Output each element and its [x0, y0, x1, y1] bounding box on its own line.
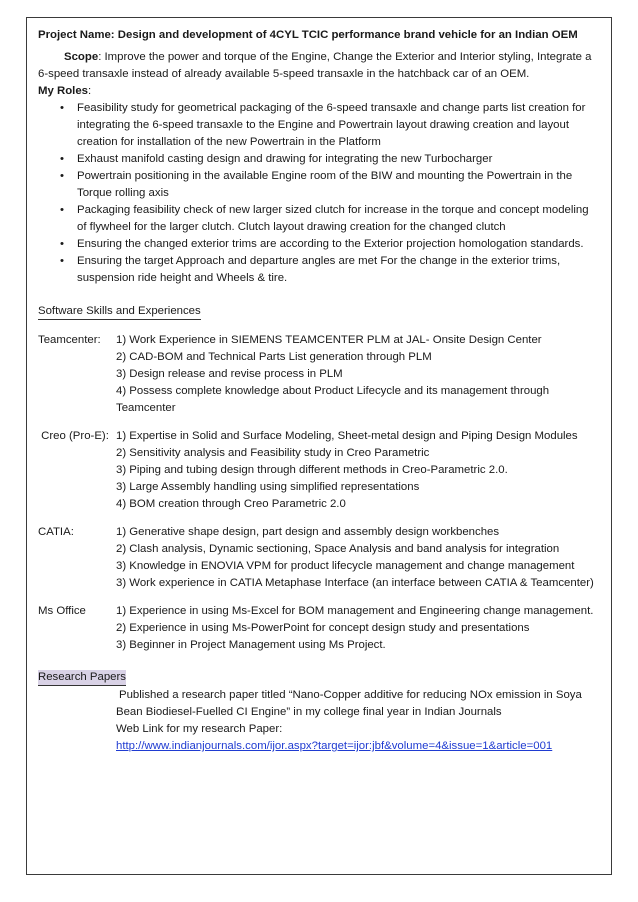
skill-item: 4) Possess complete knowledge about Product Lifecycle and its management through Teamcenter — [116, 385, 550, 414]
skill-item: 4) BOM creation through Creo Parametric 2.0 — [116, 498, 346, 510]
skill-item: 2) CAD-BOM and Technical Parts List generation through PLM — [116, 351, 432, 363]
skill-item: 2) Experience in using Ms-PowerPoint for concept design study and presentations — [116, 622, 530, 634]
research-paper-link[interactable]: http://www.indianjournals.com/ijor.aspx?target=ijor:jbf&volume=4&issue=1&article=001 — [116, 740, 553, 752]
scope-text: : Improve the power and torque of the Engine, Change the Exterior and Interior styling, Integrate a 6-speed transaxle instead of already available 5-speed transaxle in the hatchback car of an OEM. — [38, 51, 592, 80]
resume-page — [38, 27, 598, 755]
list-item: • Ensuring the target Approach and departure angles are met For the change in the exterior trims, suspension ride height and Wheels & tire. — [60, 255, 561, 284]
skill-label: Teamcenter: — [38, 334, 101, 346]
roles-list — [38, 100, 598, 287]
list-item: • Packaging feasibility check of new larger sized clutch for increase in the torque and concept modeling of flywheel for the larger clutch. Clutch layout drawing creation for the changed clutch — [60, 204, 589, 233]
skill-item: 2) Clash analysis, Dynamic sectioning, Space Analysis and band analysis for integration — [116, 543, 560, 555]
skill-item: 1) Generative shape design, part design and assembly design workbenches — [116, 526, 500, 538]
list-item: • Powertrain positioning in the available Engine room of the BIW and mounting the Powertrain in the Torque rolling axis — [60, 170, 573, 199]
bullet-icon: • — [60, 238, 64, 250]
list-item: • Exhaust manifold casting design and drawing for integrating the new Turbocharger — [38, 151, 598, 168]
skill-group-creo — [38, 428, 598, 513]
skill-item: 1) Expertise in Solid and Surface Modeling, Sheet-metal design and Piping Design Modules — [116, 430, 578, 442]
scope-label: Scope — [64, 51, 99, 63]
bullet-icon: • — [60, 102, 64, 114]
software-heading: Software Skills and Experiences — [38, 304, 201, 320]
research-link-label: Web Link for my research Paper: — [116, 723, 283, 735]
bullet-icon: • — [60, 170, 64, 182]
project-title: Project Name: Design and development of 4CYL TCIC performance brand vehicle for an Indian OEM — [38, 29, 578, 41]
skill-label: Ms Office — [38, 605, 86, 617]
skill-group-teamcenter — [38, 332, 598, 417]
skill-item: 3) Knowledge in ENOVIA VPM for product lifecycle management and change management — [116, 560, 575, 572]
research-heading: Research Papers — [38, 670, 126, 686]
skill-item: 3) Work experience in CATIA Metaphase Interface (an interface between CATIA & Teamcenter) — [116, 577, 594, 589]
research-body — [116, 687, 598, 755]
skill-item: 1) Work Experience in SIEMENS TEAMCENTER PLM at JAL- Onsite Design Center — [116, 334, 542, 346]
bullet-icon: • — [60, 204, 64, 216]
skill-item: 3) Piping and tubing design through different methods in Creo-Parametric 2.0. — [116, 464, 508, 476]
roles-heading: My Roles: — [38, 85, 92, 97]
skill-item: 2) Sensitivity analysis and Feasibility study in Creo Parametric — [116, 447, 430, 459]
list-item: • Ensuring the changed exterior trims are according to the Exterior projection homologation standards. — [38, 236, 598, 253]
skill-group-catia — [38, 524, 598, 592]
skill-item: 3) Large Assembly handling using simplified representations — [116, 481, 420, 493]
skill-item: 1) Experience in using Ms-Excel for BOM management and Engineering change management. — [116, 605, 594, 617]
skill-item: 3) Design release and revise process in PLM — [116, 368, 343, 380]
research-paper-text: Published a research paper titled “Nano-Copper additive for reducing NOx emission in Soya Bean Biodiesel-Fuelled CI Engine” in my college final year in Indian Journals — [116, 689, 582, 718]
bullet-icon: • — [60, 255, 64, 267]
skill-item: 3) Beginner in Project Management using Ms Project. — [116, 639, 386, 651]
project-scope — [38, 49, 598, 83]
skill-group-ms-office — [38, 603, 598, 654]
skill-label: CATIA: — [38, 526, 74, 538]
skill-label: Creo (Pro-E): — [38, 430, 109, 442]
list-item: • Feasibility study for geometrical packaging of the 6-speed transaxle and change parts list creation for integrating the 6-speed transaxle to the Engine and Powertrain layout drawing creation and layout creation for installation of the new Powertrain in the Platform — [60, 102, 586, 148]
bullet-icon: • — [60, 153, 64, 165]
